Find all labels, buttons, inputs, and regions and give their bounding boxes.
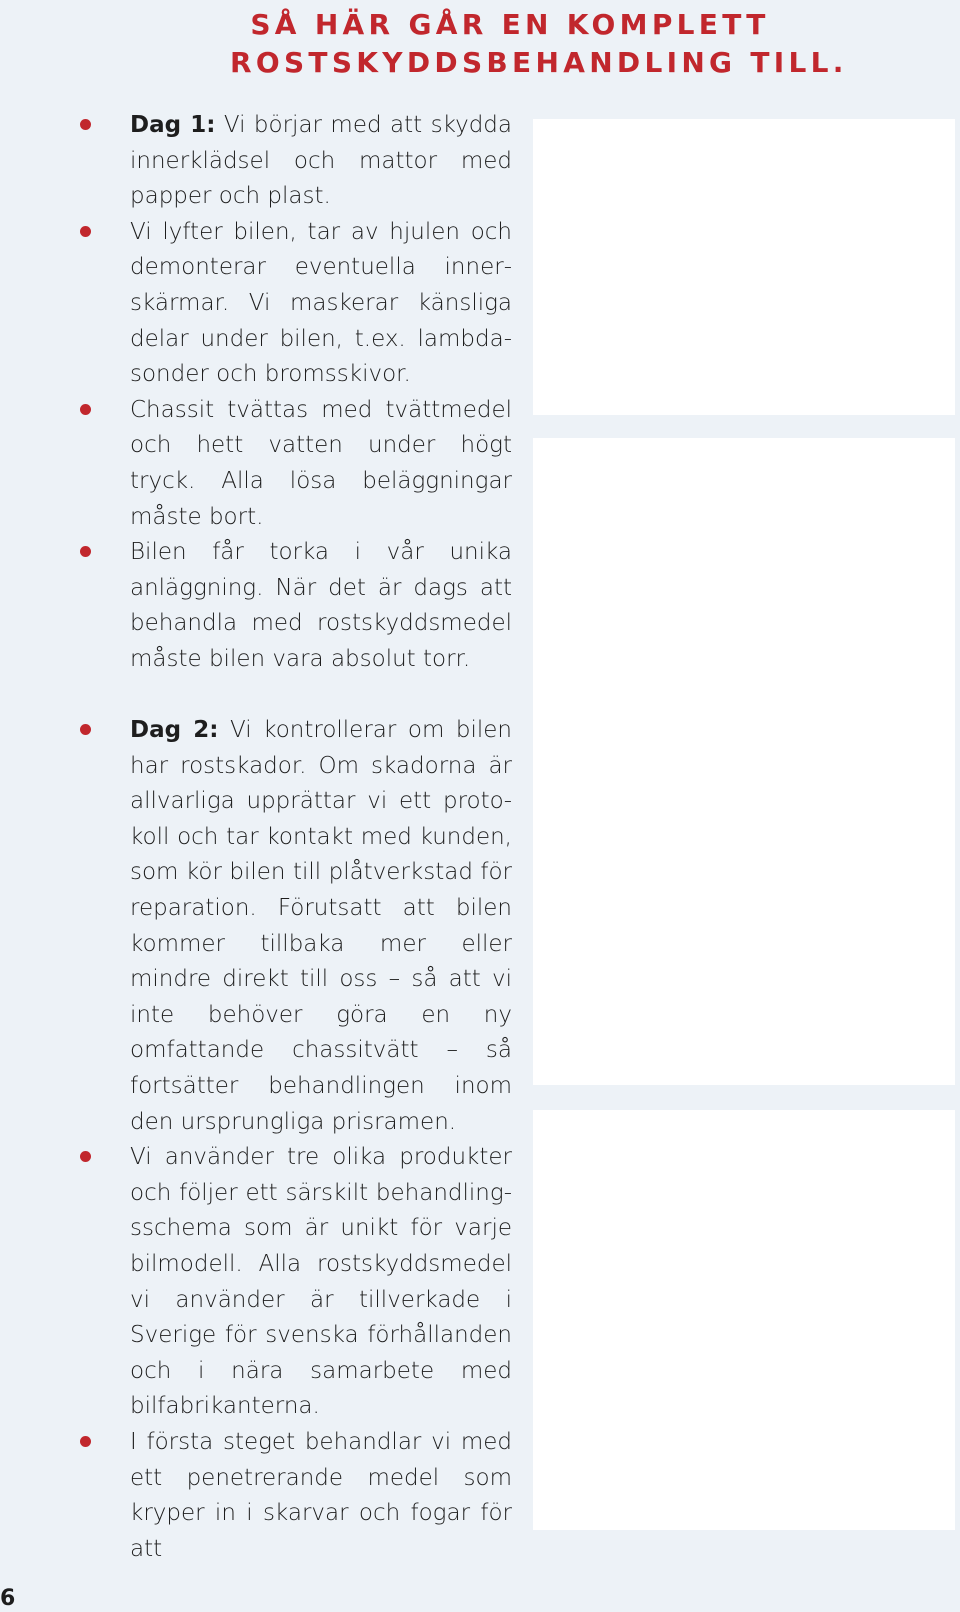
list-item-text: Vi lyfter bilen, tar av hjulen och demonterar eventuella innerskärmar. Vi maskerar känsliga delar under bilen, t.ex. lambdasonder och bromsskivor. <box>130 218 512 388</box>
bullet-icon <box>80 404 91 415</box>
list-item-text: Bilen får torka i vår unika anläggning. När det är dags att behandla med rostskyddsmedel måste bilen vara absolut torr. <box>130 539 512 672</box>
heading-line-2: ROSTSKYDDSBEHANDLING TILL. <box>230 46 848 79</box>
text-column <box>80 108 512 1567</box>
list-item-text: I första steget behandlar vi med ett penetrerande medel som kryper in i skarvar och fogar för att <box>130 1428 512 1562</box>
section-heading <box>230 6 848 82</box>
photo-placeholder-2 <box>533 438 955 1085</box>
list-item-products <box>80 1140 512 1425</box>
bullet-icon <box>80 1151 91 1162</box>
page-number: 6 <box>0 1586 16 1611</box>
bullet-icon <box>80 546 91 557</box>
list-item-first-step <box>80 1425 512 1567</box>
list-item-day1-intro <box>80 108 512 215</box>
bullet-icon <box>80 1436 91 1447</box>
list-item-wash-chassis <box>80 393 512 535</box>
list-item-dry-car <box>80 535 512 677</box>
list-item-text: Vi börjar med att skydda innerklädsel och mattor med papper och plast. <box>130 112 512 210</box>
photo-placeholder-3 <box>533 1110 955 1530</box>
heading-line-1: SÅ HÄR GÅR EN KOMPLETT <box>250 8 770 41</box>
list-item-text: Vi använder tre olika produkter och följer ett särskilt behandlingsschema som är unikt för varje bilmodell. Alla rostskyddsmedel vi använder är tillverkade i Sverige för svenska förhållanden och i nära samarbete med bilfabrikanterna. <box>130 1144 512 1420</box>
bullet-icon <box>80 724 91 735</box>
day-label: Dag 1: <box>130 112 216 138</box>
list-item-text: Chassit tvättas med tvättmedel och hett vatten under högt tryck. Alla lösa beläggningar måste bort. <box>130 396 512 530</box>
step-list <box>80 108 512 1567</box>
day-label: Dag 2: <box>130 717 219 744</box>
bullet-icon <box>80 119 91 130</box>
list-item-lift-car <box>80 215 512 393</box>
list-item-day2-intro <box>80 713 512 1140</box>
bullet-icon <box>80 226 91 237</box>
list-item-text: Vi kontrollerar om bilen har rostskador. Om skadorna är allvarliga upprättar vi ett protokoll och tar kontakt med kunden, som kör bilen till plåtverkstad för reparation. Förutsatt att bilen kommer tillbaka mer eller mindre direkt till oss – så att vi inte behöver göra en ny omfattande chassitvätt – så fortsätter behandlingen inom den ursprungliga prisramen. <box>130 717 512 1135</box>
photo-placeholder-1 <box>533 119 955 415</box>
